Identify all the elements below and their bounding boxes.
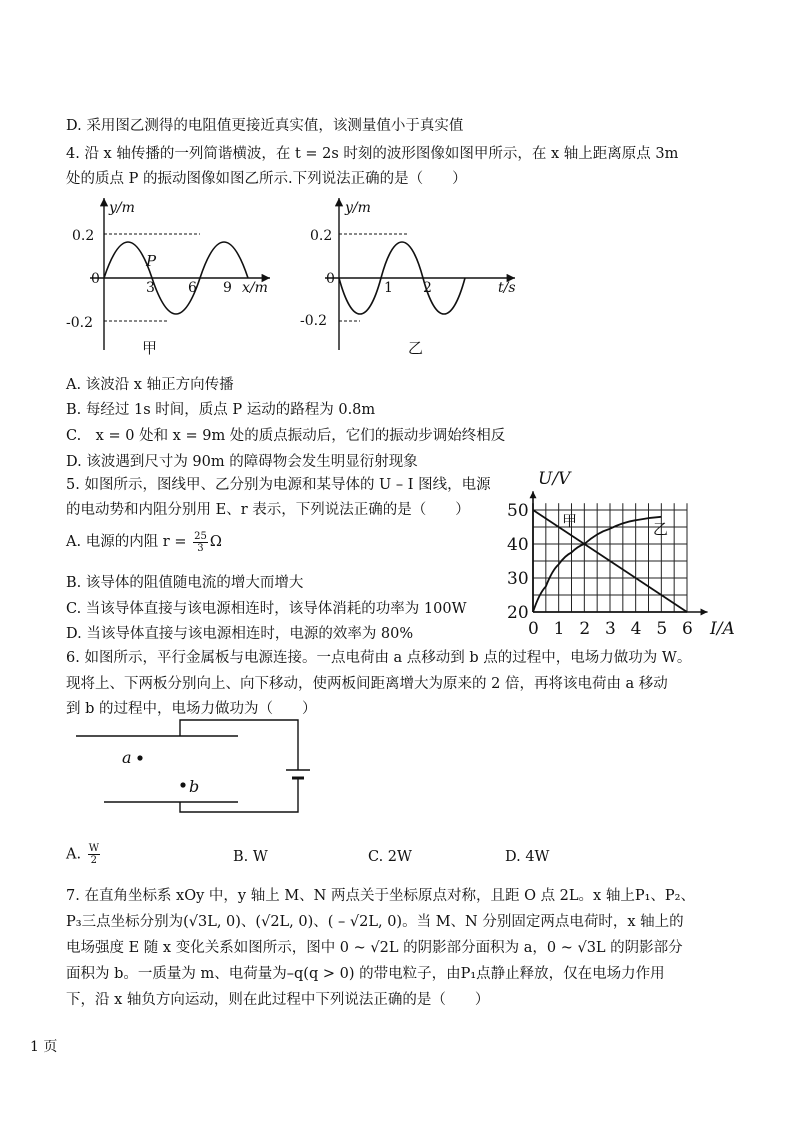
q6-option-c: C. 2W	[368, 849, 412, 865]
fraction	[88, 843, 100, 866]
wave-graph-jia	[60, 190, 290, 360]
q5-option-c: C. 当该导体直接与该电源相连时，该导体消耗的功率为 100W	[66, 601, 467, 617]
q6-option-a	[66, 843, 102, 866]
point-b	[180, 782, 185, 787]
x-tick-label: 1	[553, 619, 565, 639]
fraction-numerator: 25	[194, 530, 207, 542]
y-axis-arrow	[530, 491, 537, 498]
y-axis-label: U/V	[538, 469, 571, 489]
x-tick-label: 3	[605, 619, 616, 639]
y-tick-label: 20	[507, 603, 529, 623]
q5-stem-line1: 5. 如图所示，图线甲、乙分别为电源和某导体的 U – I 图线，电源	[66, 477, 491, 493]
capacitor-circuit	[60, 712, 320, 822]
origin-label: 0	[91, 271, 100, 287]
series-label-yi: 乙	[653, 520, 669, 538]
point-p-label: P	[146, 252, 157, 270]
y-tick-label: 40	[507, 535, 529, 555]
q6-stem-line1: 6. 如图所示，平行金属板与电源连接。一点电荷由 a 点移动到 b 点的过程中，电场力做功为 W。	[66, 650, 692, 666]
y-tick-label: 50	[507, 501, 529, 521]
point-b-label: b	[189, 777, 200, 796]
q4-option-b: B. 每经过 1s 时间，质点 P 运动的路程为 0.8m	[66, 402, 376, 418]
origin-label: 0	[326, 271, 335, 287]
chart-grid	[530, 491, 708, 615]
q6-option-d: D. 4W	[505, 849, 550, 865]
q4-stem-line2: 处的质点 P 的振动图像如图乙所示.下列说法正确的是（ ）	[66, 171, 467, 187]
y-axis-label: y/m	[345, 200, 371, 216]
q5-option-a	[66, 530, 222, 554]
x-tick-label: 6	[682, 619, 693, 639]
x-tick-6: 6	[188, 280, 197, 296]
t-tick-2: 2	[423, 280, 432, 296]
y-axis-label: y/m	[109, 200, 135, 216]
x-axis-label: x/m	[242, 280, 268, 296]
q3-option-d: D. 采用图乙测得的电阻值更接近真实值，该测量值小于真实值	[66, 118, 464, 134]
fraction-denominator: 3	[197, 542, 204, 554]
t-axis-label: t/s	[498, 280, 516, 296]
q4-option-a: A. 该波沿 x 轴正方向传播	[66, 377, 234, 393]
t-tick-1: 1	[384, 280, 393, 296]
x-axis-label: I/A	[710, 619, 735, 639]
q6-stem-line3: 到 b 的过程中，电场力做功为（ ）	[66, 701, 317, 717]
q6-stem-line2: 现将上、下两板分别向上、向下移动，使两板间距离增大为原来的 2 倍，再将该电荷由 a 移动	[66, 676, 668, 692]
q7-line1: 7. 在直角坐标系 xOy 中，y 轴上 M、N 两点关于坐标原点对称，且距 O 点 2L。x 轴上P₁、P₂、	[66, 888, 695, 904]
q4-option-d: D. 该波遇到尺寸为 90m 的障碍物会发生明显衍射现象	[66, 454, 418, 470]
q7-line3: 电场强度 E 随 x 变化关系如图所示，图中 0 ~ √2L 的阴影部分面积为 a，0 ~ √3L 的阴影部分	[66, 940, 683, 956]
q7-line4: 面积为 b。一质量为 m、电荷量为–q(q > 0) 的带电粒子，由P₁点静止释放，仅在电场力作用	[66, 966, 665, 982]
fraction-denominator: 2	[90, 855, 98, 866]
tick-pos: 0.2	[72, 228, 95, 244]
q4-stem-line1: 4. 沿 x 轴传播的一列简谐横波，在 t = 2s 时刻的波形图像如图甲所示，在 x 轴上距离原点 3m	[66, 146, 679, 162]
x-tick-9: 9	[223, 280, 232, 296]
q5-option-a-text: A. 电源的内阻 r =	[66, 534, 187, 550]
x-tick-label: 5	[656, 619, 668, 639]
x-tick-label: 0	[528, 619, 539, 639]
q5-stem-line2: 的电动势和内阻分别用 E、r 表示，下列说法正确的是（ ）	[66, 502, 470, 518]
q5-option-d: D. 当该导体直接与该电源相连时，电源的效率为 80%	[66, 626, 414, 642]
caption-jia: 甲	[142, 339, 158, 357]
x-axis-arrow	[701, 609, 708, 616]
q5-option-b: B. 该导体的阻值随电流的增大而增大	[66, 575, 304, 591]
x-tick-label: 2	[579, 619, 591, 639]
x-tick-label: 4	[630, 619, 642, 639]
q6-option-b: B. W	[233, 849, 268, 865]
y-tick-label: 30	[507, 569, 529, 589]
vibration-graph-yi	[290, 190, 530, 360]
unit-ohm: Ω	[209, 534, 222, 550]
fraction	[193, 531, 208, 554]
point-a	[137, 755, 142, 760]
caption-yi: 乙	[408, 339, 424, 357]
q6-option-a-text: A.	[66, 846, 82, 863]
ui-graph	[490, 462, 750, 652]
fraction-numerator: W	[88, 843, 99, 854]
tick-neg: -0.2	[66, 315, 93, 331]
q4-option-c: C. x = 0 处和 x = 9m 处的质点振动后，它们的振动步调始终相反	[66, 428, 506, 444]
point-a-label: a	[122, 748, 132, 767]
tick-neg: -0.2	[300, 313, 327, 329]
q7-line5: 下，沿 x 轴负方向运动，则在此过程中下列说法正确的是（ ）	[66, 992, 490, 1008]
wire-top	[180, 720, 298, 770]
q7-line2: P₃三点坐标分别为(√3L, 0)、(√2L, 0)、( – √2L, 0)。当 M、N 分别固定两点电荷时，x 轴上的	[66, 914, 684, 930]
x-tick-3: 3	[146, 280, 155, 296]
series-label-jia: 甲	[562, 512, 578, 530]
page-number: 1 页	[30, 1039, 58, 1055]
tick-pos: 0.2	[310, 228, 333, 244]
